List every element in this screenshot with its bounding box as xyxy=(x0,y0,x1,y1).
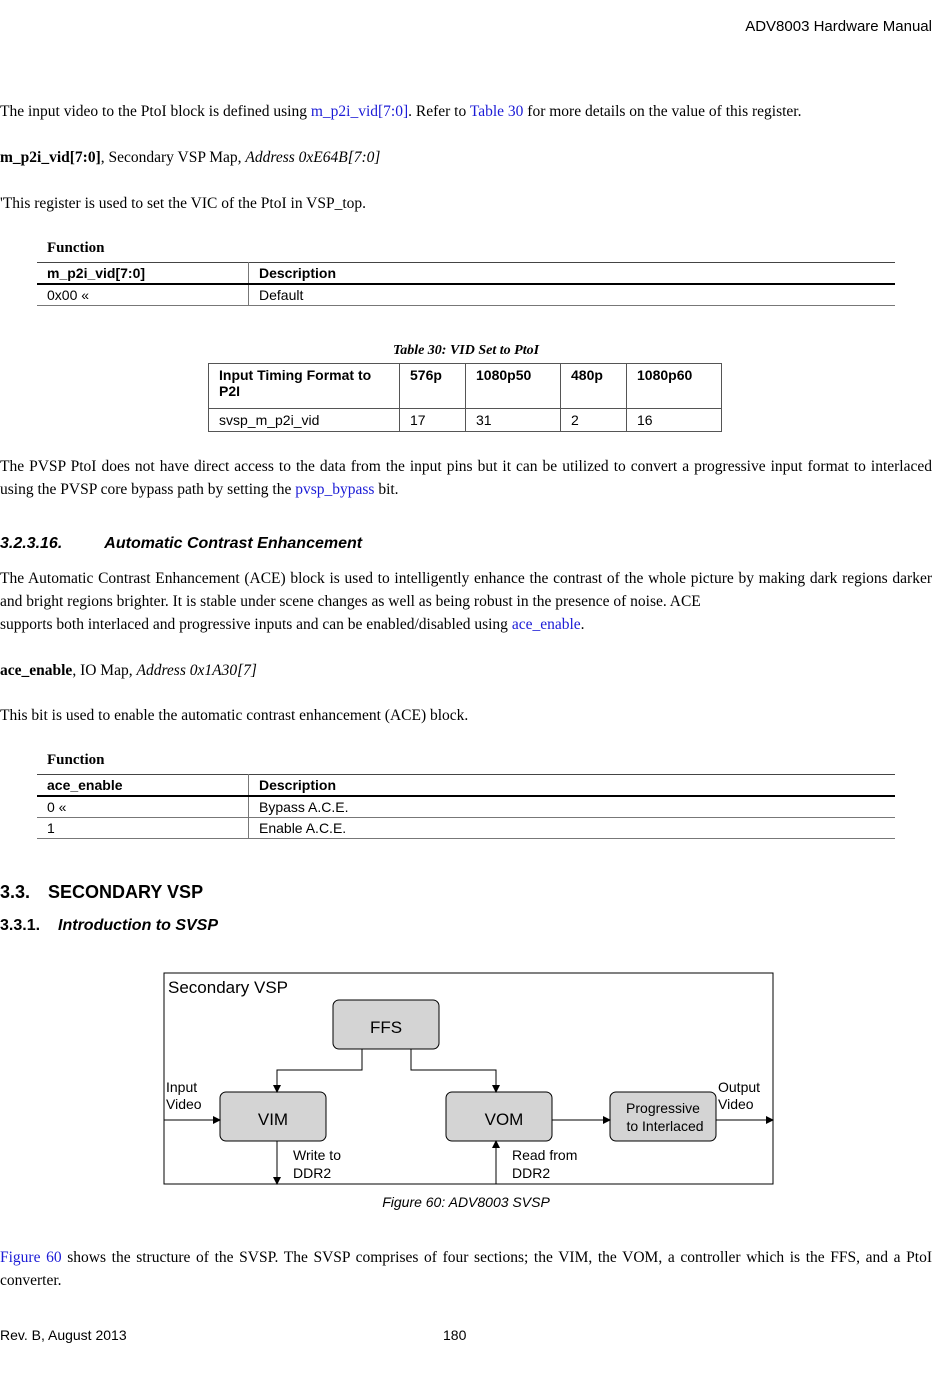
column-header: 1080p60 xyxy=(627,364,722,409)
diagram-title: Secondary VSP xyxy=(168,978,289,997)
vom-label: VOM xyxy=(484,1110,524,1129)
ffs-label: FFS xyxy=(369,1018,403,1037)
register-description: 'This register is used to set the VIC of the PtoI in VSP_top. xyxy=(0,195,367,212)
table-30-link[interactable]: Table 30 xyxy=(469,103,524,120)
output-label-line1: Output xyxy=(718,1079,761,1095)
vim-label: VIM xyxy=(257,1110,289,1129)
table-cell: 0 « xyxy=(37,796,249,818)
p2i-label-line1: Progressive xyxy=(626,1100,700,1116)
figure-60-caption: Figure 60: ADV8003 SVSP xyxy=(382,1194,550,1210)
column-header: Input Timing Format to P2I xyxy=(209,364,400,409)
table-30-caption: Table 30: VID Set to PtoI xyxy=(392,343,540,358)
column-header: m_p2i_vid[7:0] xyxy=(37,263,249,285)
table-cell: 1 xyxy=(37,818,249,839)
diagram-frame xyxy=(164,973,773,1184)
table-30 xyxy=(208,363,722,432)
section-heading-3-3-1 xyxy=(0,917,218,935)
register-address: Address 0x1A30[7] xyxy=(136,662,257,679)
table-cell: Enable A.C.E. xyxy=(249,818,896,839)
section-number: 3.3.1. xyxy=(0,917,41,934)
section-heading-3-3 xyxy=(0,882,203,903)
register-name: m_p2i_vid[7:0] xyxy=(0,149,101,166)
text: for more details on the value of this register. xyxy=(523,103,802,120)
ffs-to-vom-arrow xyxy=(411,1049,496,1092)
p2i-label-line2: to Interlaced xyxy=(626,1118,704,1134)
column-header: ace_enable xyxy=(37,775,249,797)
function-label: Function xyxy=(47,752,105,768)
table-cell: 17 xyxy=(400,409,466,432)
table-cell: 0x00 « xyxy=(37,284,249,306)
text: The PVSP PtoI does not have direct access to the data from the input pins but it can be utilized to convert a progressive input format to interlaced using the PVSP core bypass path by setting the xyxy=(0,458,932,498)
write-label-line1: Write to xyxy=(293,1147,341,1163)
text: The input video to the PtoI block is defined using xyxy=(0,103,311,120)
register-map: , Secondary VSP Map, xyxy=(100,149,246,166)
register-address: Address 0xE64B[7:0] xyxy=(245,149,381,166)
read-label-line1: Read from xyxy=(512,1147,578,1163)
table-cell: 16 xyxy=(627,409,722,432)
ace-paragraph-1: The Automatic Contrast Enhancement (ACE) block is used to intelligently enhance the contrast of the whole picture by making dark regions darker and bright regions brighter. It is stable under scene changes as well as being robust in the presence of noise. ACE xyxy=(0,570,932,610)
text: supports both interlaced and progressive inputs and can be enabled/disabled using xyxy=(0,616,512,633)
text: shows the structure of the SVSP. The SVSP comprises of four sections; the VIM, the VOM, a controller which is the FFS, and a PtoI converter. xyxy=(0,1249,933,1289)
column-header: Description xyxy=(249,263,896,285)
register-ace-enable-heading xyxy=(0,659,932,682)
intro-paragraph xyxy=(0,100,932,123)
text: bit. xyxy=(374,481,399,498)
table-cell: svsp_m_p2i_vid xyxy=(209,409,400,432)
section-heading-3-2-3-16 xyxy=(0,535,362,553)
function-table-ace-enable xyxy=(37,774,895,839)
ace-register-description: This bit is used to enable the automatic contrast enhancement (ACE) block. xyxy=(0,707,469,724)
table-row xyxy=(37,818,895,839)
table-cell: Default xyxy=(249,284,896,306)
function-table-m-p2i-vid xyxy=(37,262,895,306)
column-header: 576p xyxy=(400,364,466,409)
section-title: Introduction to SVSP xyxy=(58,917,219,934)
pvsp-bypass-link[interactable]: pvsp_bypass xyxy=(295,481,375,498)
svsp-block-diagram xyxy=(0,960,950,1192)
table-header-row xyxy=(37,263,895,285)
figure-60-link[interactable]: Figure 60 xyxy=(0,1249,62,1266)
pvsp-bypass-paragraph xyxy=(0,455,932,501)
section-number: 3.3. xyxy=(0,882,31,902)
write-label-line2: DDR2 xyxy=(293,1165,332,1181)
text: . Refer to xyxy=(408,103,470,120)
table-row xyxy=(37,796,895,818)
output-label-line2: Video xyxy=(718,1096,754,1112)
footer-page-number: 180 xyxy=(443,1327,467,1343)
table-row xyxy=(209,409,722,432)
table-cell: 31 xyxy=(466,409,561,432)
table-header-row xyxy=(37,775,895,797)
register-name: ace_enable xyxy=(0,662,73,679)
column-header: 1080p50 xyxy=(466,364,561,409)
document-header-title: ADV8003 Hardware Manual xyxy=(745,18,932,35)
section-title: Automatic Contrast Enhancement xyxy=(104,535,363,552)
section-number: 3.2.3.16. xyxy=(0,535,63,552)
section-title: SECONDARY VSP xyxy=(48,882,204,902)
text: . xyxy=(580,616,585,633)
register-m-p2i-vid-heading xyxy=(0,146,932,169)
column-header: Description xyxy=(249,775,896,797)
function-label: Function xyxy=(47,240,105,256)
table-row xyxy=(37,284,895,306)
table-cell: Bypass A.C.E. xyxy=(249,796,896,818)
footer-revision: Rev. B, August 2013 xyxy=(0,1327,127,1343)
ffs-to-vim-arrow xyxy=(277,1049,362,1092)
read-label-line2: DDR2 xyxy=(512,1165,551,1181)
input-label-line2: Video xyxy=(166,1096,202,1112)
register-map: , IO Map, xyxy=(72,662,137,679)
column-header: 480p xyxy=(561,364,627,409)
ace-paragraph-2 xyxy=(0,613,932,636)
ace-enable-link[interactable]: ace_enable xyxy=(511,616,581,633)
svsp-summary-paragraph xyxy=(0,1246,932,1292)
table-cell: 2 xyxy=(561,409,627,432)
table-header-row xyxy=(209,364,722,409)
m-p2i-vid-link[interactable]: m_p2i_vid[7:0] xyxy=(310,103,409,120)
input-label-line1: Input xyxy=(166,1079,198,1095)
